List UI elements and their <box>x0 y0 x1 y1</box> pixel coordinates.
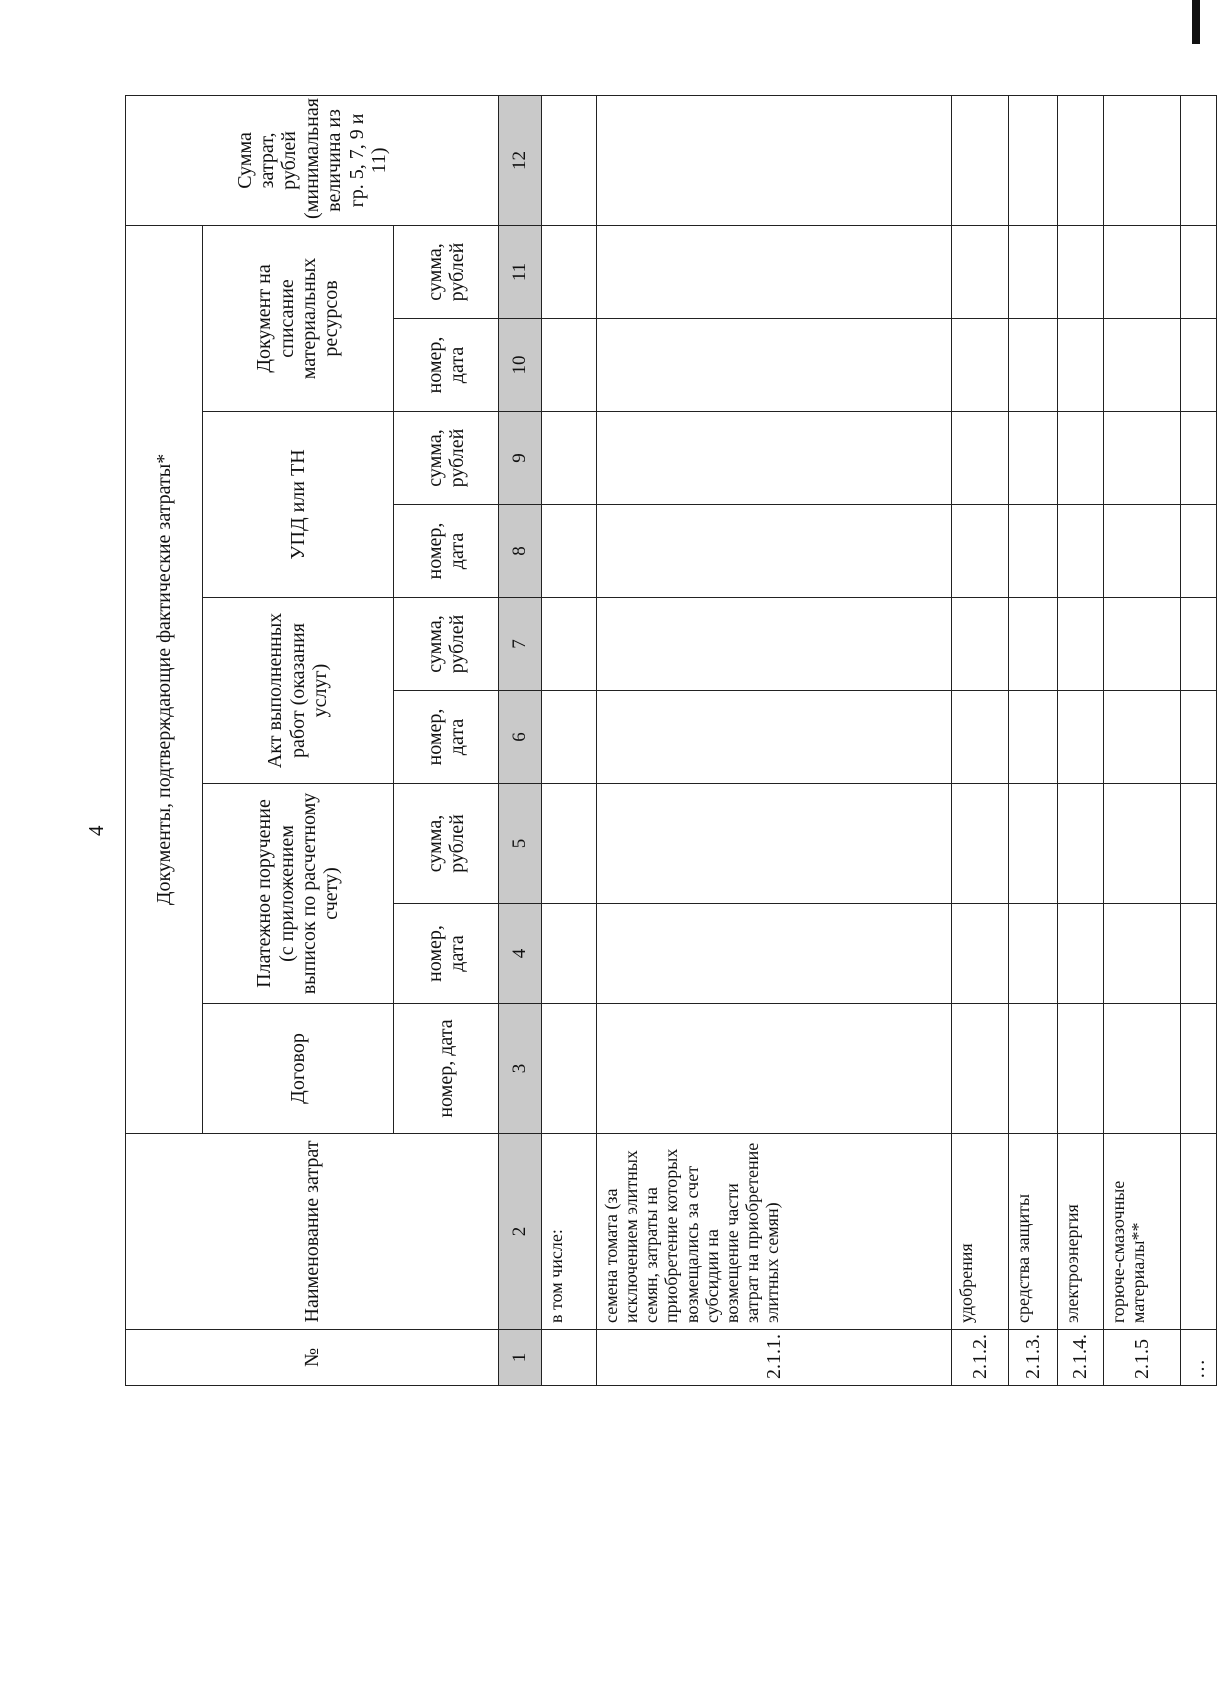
column-number: 9 <box>499 412 542 505</box>
empty-cell[interactable] <box>1104 319 1181 412</box>
header-payment-order: Платежное поручение (с приложением выписок по расчетному счету) <box>203 784 394 1004</box>
empty-cell[interactable] <box>597 319 952 412</box>
subheader-number-date: номер, дата <box>394 904 499 1004</box>
table-row <box>1181 95 1217 1385</box>
table-row <box>952 95 1009 1385</box>
header-docs-group: Документы, подтверждающие фактические затраты* <box>126 225 203 1133</box>
empty-cell[interactable] <box>1181 505 1217 598</box>
empty-cell[interactable] <box>952 225 1009 318</box>
row-code <box>542 1330 597 1386</box>
empty-cell[interactable] <box>597 598 952 691</box>
empty-cell[interactable] <box>542 95 597 225</box>
subheader-number-date: номер, дата <box>394 691 499 784</box>
empty-cell[interactable] <box>952 904 1009 1004</box>
empty-cell[interactable] <box>542 598 597 691</box>
empty-cell[interactable] <box>1058 225 1104 318</box>
empty-cell[interactable] <box>1009 598 1058 691</box>
empty-cell[interactable] <box>952 95 1009 225</box>
empty-cell[interactable] <box>597 505 952 598</box>
empty-cell[interactable] <box>1009 904 1058 1004</box>
empty-cell[interactable] <box>1058 505 1104 598</box>
empty-cell[interactable] <box>597 95 952 225</box>
table-row <box>1058 95 1104 1385</box>
row-name: электроэнергия <box>1058 1134 1104 1330</box>
column-number: 7 <box>499 598 542 691</box>
scan-edge-mark <box>1192 0 1200 44</box>
page-number: 4 <box>84 825 108 836</box>
empty-cell[interactable] <box>1104 95 1181 225</box>
subheader-contract-number-date: номер, дата <box>394 1004 499 1134</box>
column-number: 1 <box>499 1330 542 1386</box>
empty-cell[interactable] <box>952 505 1009 598</box>
empty-cell[interactable] <box>1009 1004 1058 1134</box>
empty-cell[interactable] <box>952 784 1009 904</box>
rotated-table-container <box>125 96 1210 1386</box>
table-row <box>1104 95 1181 1385</box>
empty-cell[interactable] <box>1104 505 1181 598</box>
empty-cell[interactable] <box>1058 412 1104 505</box>
row-name: в том числе: <box>542 1134 597 1330</box>
empty-cell[interactable] <box>1058 319 1104 412</box>
empty-cell[interactable] <box>542 784 597 904</box>
empty-cell[interactable] <box>542 225 597 318</box>
column-number: 6 <box>499 691 542 784</box>
column-number: 4 <box>499 904 542 1004</box>
empty-cell[interactable] <box>597 784 952 904</box>
row-name: удобрения <box>952 1134 1009 1330</box>
empty-cell[interactable] <box>1181 691 1217 784</box>
empty-cell[interactable] <box>1009 225 1058 318</box>
empty-cell[interactable] <box>1104 225 1181 318</box>
expenses-table <box>125 95 1217 1386</box>
empty-cell[interactable] <box>597 1004 952 1134</box>
empty-cell[interactable] <box>1104 598 1181 691</box>
subheader-sum: сумма, рублей <box>394 598 499 691</box>
empty-cell[interactable] <box>542 904 597 1004</box>
header-contract: Договор <box>203 1004 394 1134</box>
empty-cell[interactable] <box>952 1004 1009 1134</box>
empty-cell[interactable] <box>1181 319 1217 412</box>
empty-cell[interactable] <box>1104 784 1181 904</box>
empty-cell[interactable] <box>542 319 597 412</box>
row-code: 2.1.5 <box>1104 1330 1181 1386</box>
table-row <box>1009 95 1058 1385</box>
empty-cell[interactable] <box>1181 225 1217 318</box>
header-writeoff: Документ на списание материальных ресурсов <box>203 225 394 411</box>
subheader-sum: сумма, рублей <box>394 784 499 904</box>
empty-cell[interactable] <box>597 691 952 784</box>
empty-cell[interactable] <box>1104 691 1181 784</box>
empty-cell[interactable] <box>1009 319 1058 412</box>
row-name <box>1181 1134 1217 1330</box>
empty-cell[interactable] <box>1058 784 1104 904</box>
empty-cell[interactable] <box>1009 95 1058 225</box>
header-total: Сумма затрат, рублей (минимальная величина из гр. 5, 7, 9 и 11) <box>126 95 499 225</box>
row-code: 2.1.1. <box>597 1330 952 1386</box>
row-name: средства защиты <box>1009 1134 1058 1330</box>
empty-cell[interactable] <box>952 598 1009 691</box>
empty-cell[interactable] <box>542 691 597 784</box>
empty-cell[interactable] <box>1058 691 1104 784</box>
row-code: 2.1.3. <box>1009 1330 1058 1386</box>
column-number: 3 <box>499 1004 542 1134</box>
empty-cell[interactable] <box>1058 904 1104 1004</box>
empty-cell[interactable] <box>1104 1004 1181 1134</box>
empty-cell[interactable] <box>952 319 1009 412</box>
header-upd: УПД или ТН <box>203 412 394 598</box>
empty-cell[interactable] <box>1009 505 1058 598</box>
empty-cell[interactable] <box>1058 1004 1104 1134</box>
empty-cell[interactable] <box>542 1004 597 1134</box>
subheader-number-date: номер, дата <box>394 505 499 598</box>
empty-cell[interactable] <box>952 691 1009 784</box>
column-number: 12 <box>499 95 542 225</box>
empty-cell[interactable] <box>597 412 952 505</box>
subheader-sum: сумма, рублей <box>394 412 499 505</box>
row-code: 2.1.2. <box>952 1330 1009 1386</box>
empty-cell[interactable] <box>1181 412 1217 505</box>
empty-cell[interactable] <box>1104 904 1181 1004</box>
header-num: № <box>126 1330 499 1386</box>
empty-cell[interactable] <box>597 225 952 318</box>
row-code: 2.1.4. <box>1058 1330 1104 1386</box>
header-name: Наименование затрат <box>126 1134 499 1330</box>
empty-cell[interactable] <box>1009 691 1058 784</box>
column-number-row <box>499 95 542 1385</box>
column-number: 2 <box>499 1134 542 1330</box>
header-act: Акт выполненных работ (оказания услуг) <box>203 598 394 784</box>
empty-cell[interactable] <box>1104 412 1181 505</box>
subheader-number-date: номер, дата <box>394 319 499 412</box>
column-number: 8 <box>499 505 542 598</box>
column-number: 11 <box>499 225 542 318</box>
empty-cell[interactable] <box>1181 784 1217 904</box>
column-number: 5 <box>499 784 542 904</box>
empty-cell[interactable] <box>1181 598 1217 691</box>
subheader-sum: сумма, рублей <box>394 225 499 318</box>
table-row <box>597 95 952 1385</box>
column-number: 10 <box>499 319 542 412</box>
empty-cell[interactable] <box>542 412 597 505</box>
empty-cell[interactable] <box>542 505 597 598</box>
row-code: … <box>1181 1330 1217 1386</box>
empty-cell[interactable] <box>1181 95 1217 225</box>
empty-cell[interactable] <box>1058 95 1104 225</box>
table-row <box>542 95 597 1385</box>
empty-cell[interactable] <box>597 904 952 1004</box>
row-name: семена томата (за исключением элитных семян, затраты на приобретение которых возмещались за счет субсидии на возмещение части затрат на приобретение элитных семян) <box>597 1134 952 1330</box>
empty-cell[interactable] <box>952 412 1009 505</box>
empty-cell[interactable] <box>1009 412 1058 505</box>
empty-cell[interactable] <box>1181 1004 1217 1134</box>
empty-cell[interactable] <box>1058 598 1104 691</box>
row-name: горюче-смазочные материалы** <box>1104 1134 1181 1330</box>
empty-cell[interactable] <box>1009 784 1058 904</box>
empty-cell[interactable] <box>1181 904 1217 1004</box>
